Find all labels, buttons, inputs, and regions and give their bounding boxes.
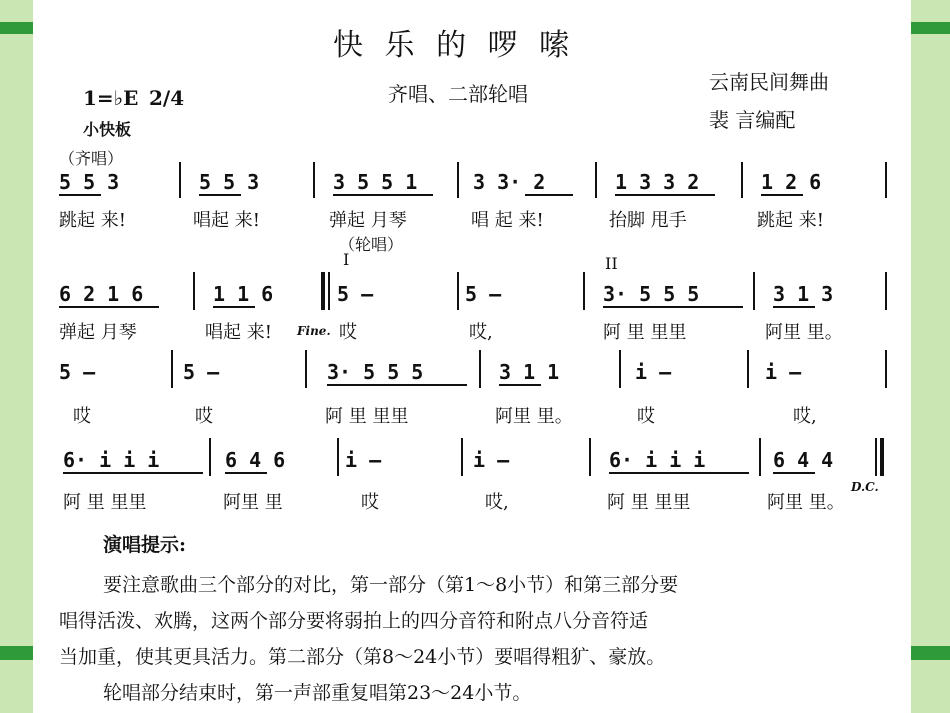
barline <box>747 350 749 388</box>
measure-lyrics: 哎 <box>195 406 213 427</box>
barline <box>875 438 877 476</box>
measure-notes: 1 2 6 <box>761 170 822 194</box>
measure-notes: 5 5 3 <box>199 170 260 194</box>
tips-heading: 演唱提示: <box>103 534 187 556</box>
barline <box>885 272 887 310</box>
barline <box>305 350 307 388</box>
barline <box>880 438 884 476</box>
tempo-marking: 小快板 <box>83 120 132 139</box>
barline <box>321 272 325 310</box>
note-underline <box>525 194 573 196</box>
time-signature: 2/4 <box>149 86 185 110</box>
measure-lyrics: 哎 <box>339 322 357 343</box>
voice-one-label: I <box>343 250 350 269</box>
measure-lyrics: 跳起 来! <box>59 210 126 231</box>
note-underline <box>499 384 541 386</box>
note-underline <box>199 194 241 196</box>
measure-notes: 3 3· 2 <box>473 170 546 194</box>
measure-notes: i – <box>473 448 510 472</box>
measure-lyrics: 阿里 里。 <box>765 322 843 343</box>
note-underline <box>327 384 467 386</box>
fine-marking: Fine. <box>297 324 331 338</box>
arranger-label: 裴 言编配 <box>709 108 796 132</box>
measure-lyrics: 哎, <box>485 492 509 513</box>
measure-notes: i – <box>635 360 672 384</box>
measure-lyrics: 唱 起 来! <box>471 210 544 231</box>
measure-notes: 6 4 4 <box>773 448 834 472</box>
voice-two-label: II <box>605 254 618 273</box>
measure-notes: 3· 5 5 5 <box>603 282 700 306</box>
note-underline <box>59 194 101 196</box>
barline <box>589 438 591 476</box>
dc-marking: D.C. <box>851 480 879 494</box>
note-underline <box>59 306 159 308</box>
measure-lyrics: 阿 里 里里 <box>607 492 691 513</box>
barline <box>753 272 755 310</box>
measure-lyrics: 哎 <box>637 406 655 427</box>
measure-notes: 5 – <box>59 360 96 384</box>
note-underline <box>63 472 203 474</box>
measure-lyrics: 阿 里 里里 <box>603 322 687 343</box>
barline <box>583 272 585 310</box>
arrangement-label: 齐唱、二部轮唱 <box>388 82 528 106</box>
barline <box>457 162 459 198</box>
measure-lyrics: 阿 里 里里 <box>325 406 409 427</box>
measure-lyrics: 跳起 来! <box>757 210 824 231</box>
barline <box>193 272 195 310</box>
measure-notes: 6 2 1 6 <box>59 282 144 306</box>
measure-notes: 6· i i i <box>63 448 160 472</box>
part-unison-label: （齐唱） <box>59 149 124 168</box>
measure-lyrics: 阿里 里。 <box>495 406 573 427</box>
barline <box>171 350 173 388</box>
measure-lyrics: 抬脚 甩手 <box>609 210 687 231</box>
measure-notes: i – <box>345 448 382 472</box>
measure-lyrics: 弹起 月琴 <box>329 210 407 231</box>
barline <box>337 438 339 476</box>
barline <box>479 350 481 388</box>
measure-lyrics: 唱起 来! <box>205 322 272 343</box>
measure-lyrics: 唱起 来! <box>193 210 260 231</box>
note-underline <box>615 194 715 196</box>
note-underline <box>773 472 815 474</box>
barline <box>209 438 211 476</box>
measure-lyrics: 弹起 月琴 <box>59 322 137 343</box>
measure-notes: 1 3 3 2 <box>615 170 700 194</box>
measure-lyrics: 哎 <box>361 492 379 513</box>
barline <box>741 162 743 198</box>
measure-notes: 5 – <box>183 360 220 384</box>
measure-notes: 5 – <box>465 282 502 306</box>
barline <box>885 350 887 388</box>
decor-strip-bottom-right <box>911 646 950 660</box>
score-page <box>33 0 911 713</box>
note-underline <box>603 306 743 308</box>
note-underline <box>225 472 267 474</box>
tips-line: 唱得活泼、欢腾，这两个部分要将弱拍上的四分音符和附点八分音符适 <box>59 610 649 632</box>
note-underline <box>609 472 749 474</box>
barline <box>759 438 761 476</box>
measure-notes: 3 1 1 <box>499 360 560 384</box>
tips-line: 轮唱部分结束时，第一声部重复唱第23～24小节。 <box>103 682 532 704</box>
measure-notes: 3· 5 5 5 <box>327 360 424 384</box>
measure-lyrics: 哎 <box>73 406 91 427</box>
measure-notes: i – <box>765 360 802 384</box>
tips-line: 当加重，使其更具活力。第二部分（第8～24小节）要唱得粗犷、豪放。 <box>59 646 666 668</box>
decor-strip-top-left <box>0 22 33 34</box>
measure-notes: 3 1 3 <box>773 282 834 306</box>
barline <box>619 350 621 388</box>
decor-strip-top-right <box>911 22 950 34</box>
barline <box>313 162 315 198</box>
barline <box>328 272 330 310</box>
part-round-label: （轮唱） <box>339 235 404 254</box>
barline <box>461 438 463 476</box>
song-title: 快 乐 的 啰 嗦 <box>333 28 576 63</box>
tips-line: 要注意歌曲三个部分的对比，第一部分（第1～8小节）和第三部分要 <box>103 574 679 596</box>
measure-lyrics: 阿里 里 <box>223 492 283 513</box>
note-underline <box>333 194 433 196</box>
barline <box>457 272 459 310</box>
measure-notes: 5 5 3 <box>59 170 120 194</box>
measure-notes: 1 1 6 <box>213 282 274 306</box>
note-underline <box>213 306 255 308</box>
measure-notes: 5 – <box>337 282 374 306</box>
barline <box>595 162 597 198</box>
key-signature: 1=♭E <box>83 86 139 110</box>
measure-lyrics: 阿里 里。 <box>767 492 845 513</box>
measure-lyrics: 阿 里 里里 <box>63 492 147 513</box>
note-underline <box>773 306 815 308</box>
measure-notes: 3 5 5 1 <box>333 170 418 194</box>
origin-label: 云南民间舞曲 <box>709 70 829 94</box>
measure-lyrics: 哎, <box>469 322 493 343</box>
measure-lyrics: 哎, <box>793 406 817 427</box>
decor-strip-bottom-left <box>0 646 33 660</box>
measure-notes: 6 4 6 <box>225 448 286 472</box>
note-underline <box>761 194 803 196</box>
barline <box>179 162 181 198</box>
barline <box>885 162 887 198</box>
measure-notes: 6· i i i <box>609 448 706 472</box>
